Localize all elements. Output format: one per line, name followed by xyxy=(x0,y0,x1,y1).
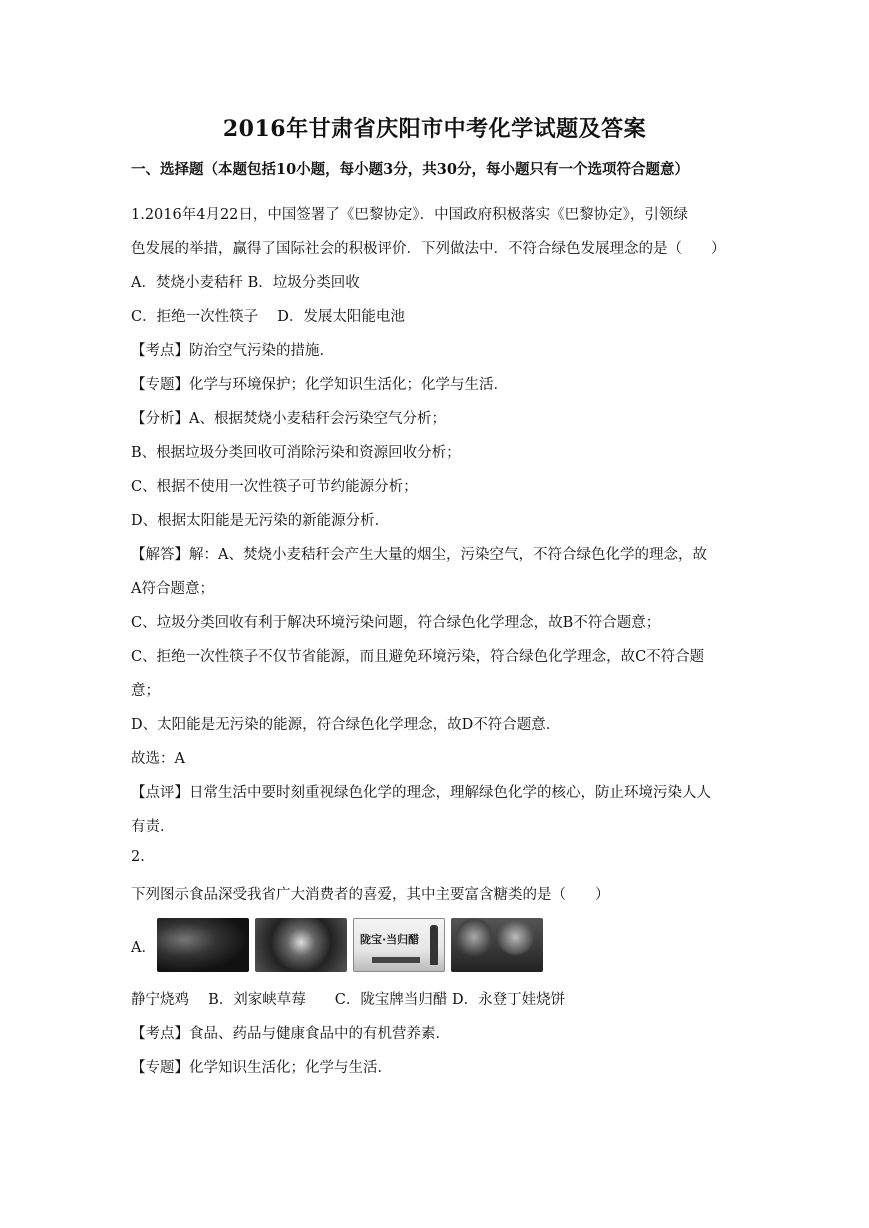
text-line: 【点评】日常生活中要时刻重视绿色化学的理念，理解绿色化学的核心，防止环境污染人人 xyxy=(131,785,711,801)
roast-chicken-image xyxy=(157,918,249,972)
text-line: C、垃圾分类回收有利于解决环境污染问题，符合绿色化学理念，故B不符合题意； xyxy=(131,615,661,631)
text-line: 下列图示食品深受我省广大消费者的喜爱，其中主要富含糖类的是（ ） xyxy=(131,887,610,903)
text-line: 【分析】A、根据焚烧小麦秸秆会污染空气分析； xyxy=(131,411,446,427)
text-line: D、太阳能是无污染的能源，符合绿色化学理念，故D不符合题意． xyxy=(131,717,561,733)
text-line: 故选：A xyxy=(131,751,185,767)
vinegar-image-text: 陇宝·当归醋 xyxy=(360,933,420,946)
text-line: 有责． xyxy=(131,819,175,835)
page-title: 2016年甘肃省庆阳市中考化学试题及答案 xyxy=(222,116,647,142)
text-line: 静宁烧鸡 B．刘家峡草莓 C．陇宝牌当归醋 D．永登丁娃烧饼 xyxy=(131,992,566,1008)
text-line: 色发展的举措，赢得了国际社会的积极评价．下列做法中．不符合绿色发展理念的是（ ） xyxy=(131,241,726,257)
text-line: 意； xyxy=(131,683,160,699)
text-line: 【专题】化学与环境保护；化学知识生活化；化学与生活． xyxy=(131,377,508,393)
text-line: C．拒绝一次性筷子 D．发展太阳能电池 xyxy=(131,309,405,325)
text-line: 2. xyxy=(131,849,145,865)
option-a-label: A． xyxy=(131,940,156,956)
text-line: 【解答】解：A、焚烧小麦秸秆会产生大量的烟尘，污染空气，不符合绿色化学的理念，故 xyxy=(131,547,707,563)
vinegar-label-bar xyxy=(372,957,420,963)
vinegar-image xyxy=(353,918,445,972)
flatbread-image xyxy=(451,918,543,972)
text-line: A符合题意； xyxy=(131,581,214,597)
text-line: 【专题】化学知识生活化；化学与生活． xyxy=(131,1060,392,1076)
strawberry-image xyxy=(255,918,347,972)
section-heading: 一、选择题（本题包括10小题，每小题3分，共30分，每小题只有一个选项符合题意） xyxy=(131,161,689,178)
text-line: B、根据垃圾分类回收可消除污染和资源回收分析； xyxy=(131,445,461,461)
text-line: C、拒绝一次性筷子不仅节省能源，而且避免环境污染，符合绿色化学理念，故C不符合题 xyxy=(131,649,705,665)
bottle-icon xyxy=(430,925,438,965)
text-line: 【考点】防治空气污染的措施． xyxy=(131,343,334,359)
text-line: C、根据不使用一次性筷子可节约能源分析； xyxy=(131,479,418,495)
text-line: 【考点】食品、药品与健康食品中的有机营养素． xyxy=(131,1026,450,1042)
text-line: A．焚烧小麦秸秆 B．垃圾分类回收 xyxy=(131,275,360,291)
text-line: D、根据太阳能是无污染的新能源分析． xyxy=(131,513,390,529)
text-line: 1.2016年4月22日，中国签署了《巴黎协定》．中国政府积极落实《巴黎协定》，引领绿 xyxy=(131,207,688,223)
